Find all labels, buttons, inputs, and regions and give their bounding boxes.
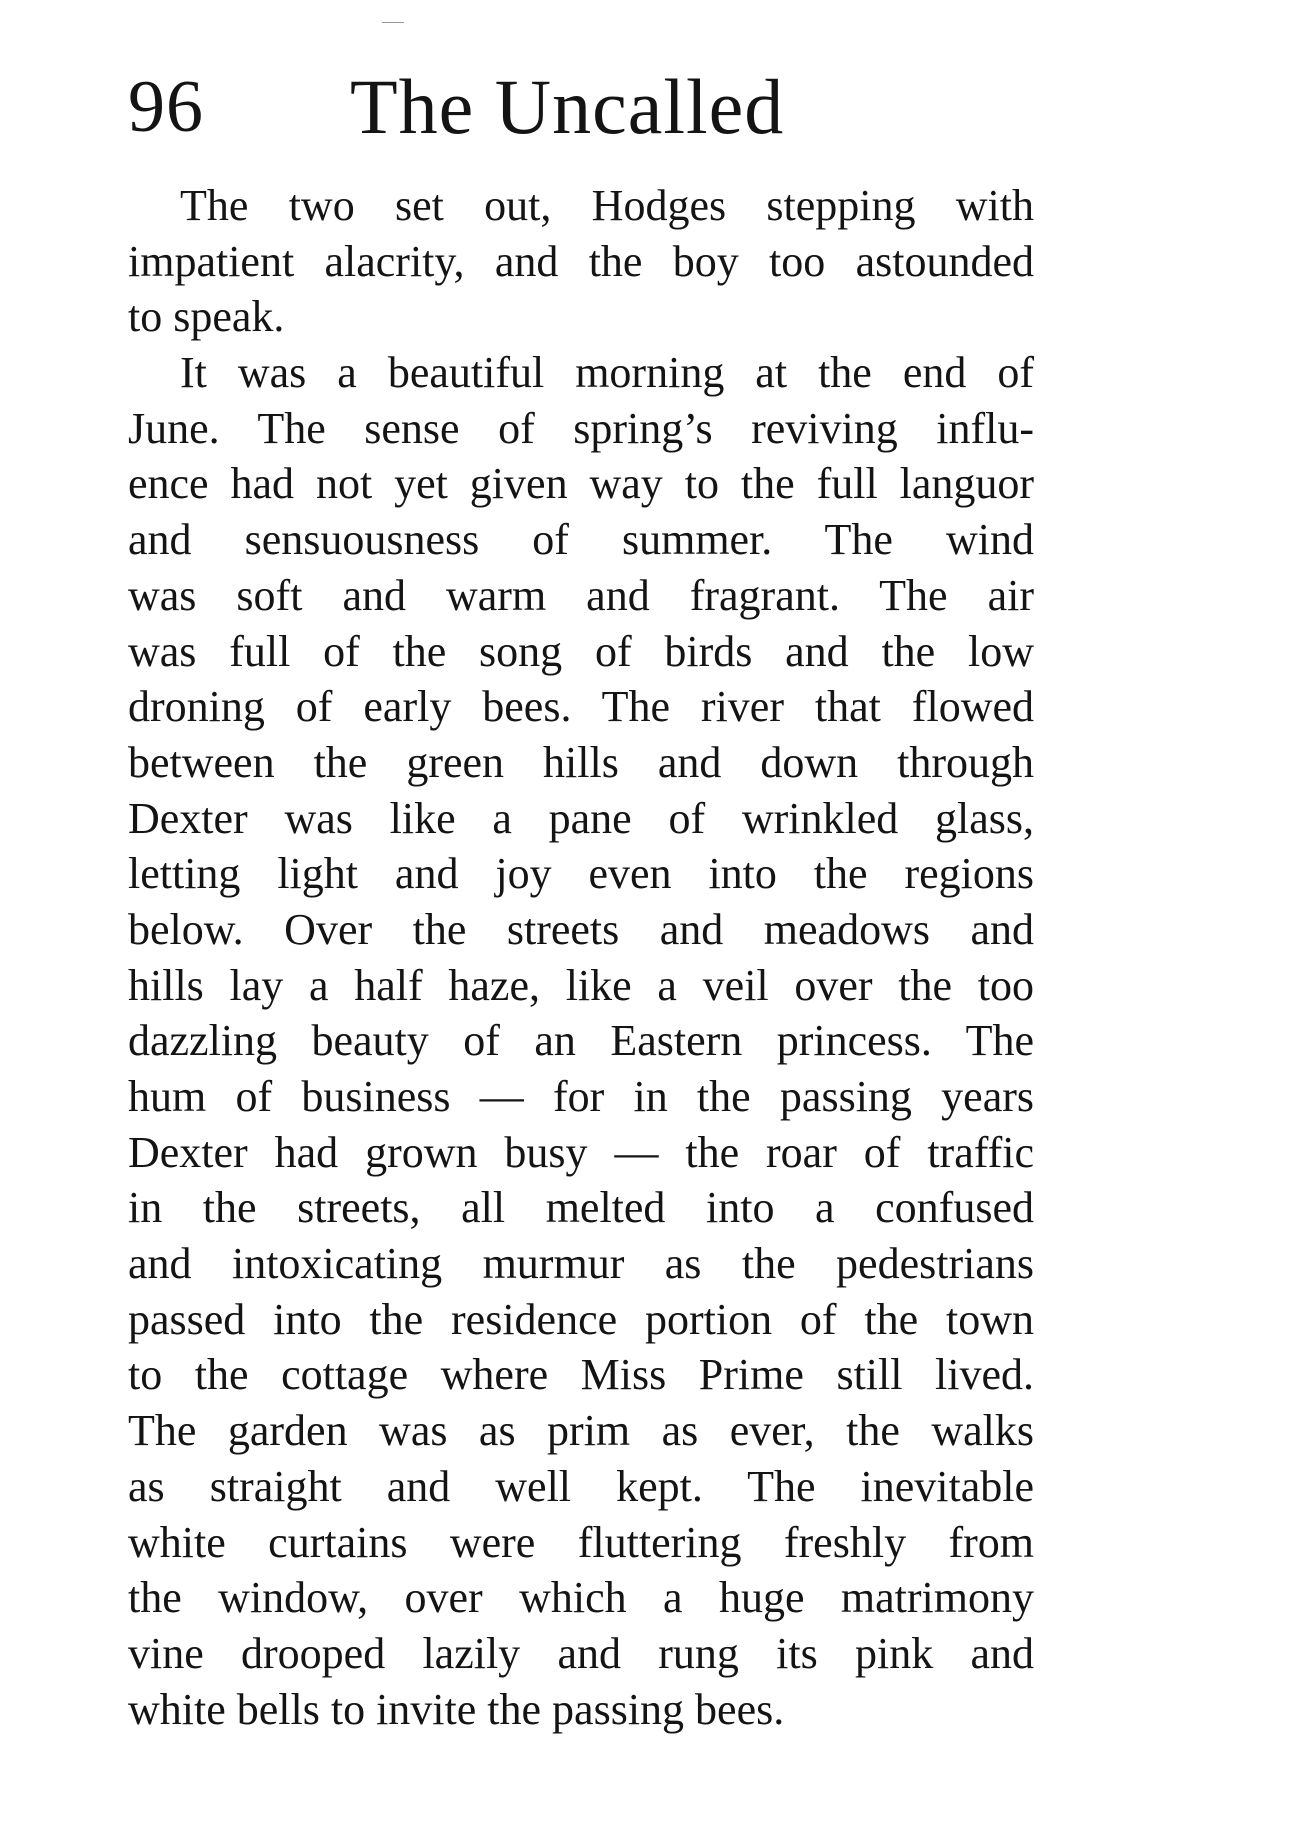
text-line: ence had not yet given way to the full languor xyxy=(128,459,1034,509)
page-number: 96 xyxy=(128,66,204,148)
running-title: The Uncalled xyxy=(350,63,785,150)
text-line: white curtains were fluttering freshly from xyxy=(128,1517,1034,1567)
text-line: Dexter was like a pane of wrinkled glass, xyxy=(128,793,1034,843)
paragraph xyxy=(128,345,1034,1737)
text-line: passed into the residence portion of the town xyxy=(128,1294,1034,1344)
text-line: was full of the song of birds and the low xyxy=(128,626,1034,676)
text-line: droning of early bees. The river that flowed xyxy=(128,682,1034,732)
body-text xyxy=(128,178,1034,1737)
top-margin-mark xyxy=(382,22,404,23)
text-line: in the streets, all melted into a confused xyxy=(128,1183,1034,1233)
page-header xyxy=(128,62,1188,152)
text-line: dazzling beauty of an Eastern princess. The xyxy=(128,1016,1034,1066)
text-line: and intoxicating murmur as the pedestrians xyxy=(128,1239,1034,1289)
text-line: hills lay a half haze, like a veil over the too xyxy=(128,960,1034,1010)
text-line: to the cottage where Miss Prime still lived. xyxy=(128,1350,1034,1400)
text-line: white bells to invite the passing bees. xyxy=(128,1684,785,1734)
text-line: as straight and well kept. The inevitable xyxy=(128,1461,1034,1511)
text-line: the window, over which a huge matrimony xyxy=(128,1573,1034,1623)
text-line: It was a beautiful morning at the end of xyxy=(180,348,1034,398)
text-line: Dexter had grown busy — the roar of traffic xyxy=(128,1127,1034,1177)
text-line: vine drooped lazily and rung its pink and xyxy=(128,1628,1034,1678)
text-line: letting light and joy even into the regions xyxy=(128,849,1034,899)
text-line: was soft and warm and fragrant. The air xyxy=(128,570,1034,620)
text-line: to speak. xyxy=(128,292,285,342)
text-line: The garden was as prim as ever, the walks xyxy=(128,1406,1034,1456)
text-line: between the green hills and down through xyxy=(128,737,1034,787)
text-line: and sensuousness of summer. The wind xyxy=(128,515,1034,565)
text-line: The two set out, Hodges stepping with xyxy=(180,181,1034,230)
text-line: hum of business — for in the passing years xyxy=(128,1072,1034,1121)
text-line: impatient alacrity, and the boy too astounded xyxy=(128,236,1034,286)
text-line: below. Over the streets and meadows and xyxy=(128,904,1034,954)
paragraph xyxy=(128,178,1034,345)
text-line: June. The sense of spring’s reviving influ- xyxy=(128,403,1034,453)
